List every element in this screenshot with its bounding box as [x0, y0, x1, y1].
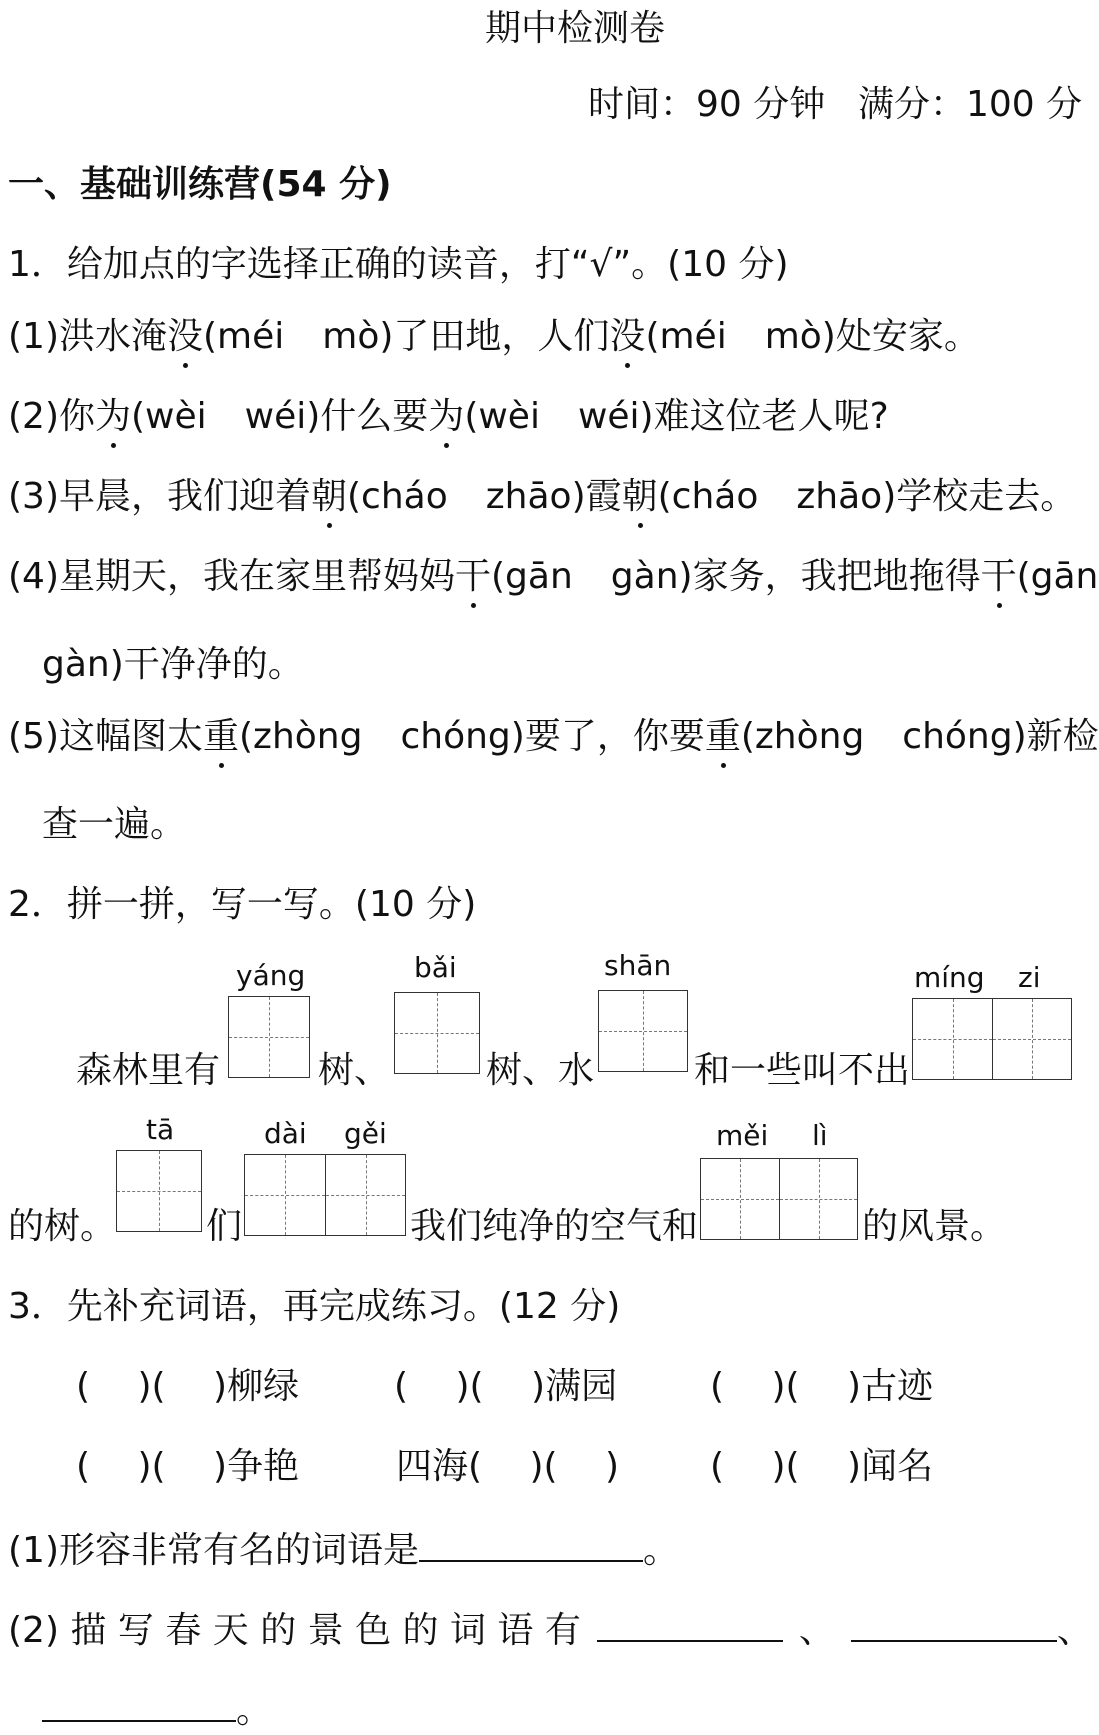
question-2-prompt: 2．拼一拼，写一写。(10 分) [8, 884, 477, 925]
pinyin-yang: yáng [236, 959, 306, 992]
pinyin-dai: dài [264, 1117, 307, 1150]
exam-score: 满分：100 分 [858, 84, 1083, 125]
q3-sub-2: (2) 描 写 春 天 的 景 色 的 词 语 有 、 、 [8, 1604, 1093, 1654]
q1-item-4: (4)星期天，我在家里帮妈妈干(gān gàn)家务，我把地拖得干(gān [8, 554, 1098, 600]
question-3-prompt: 3．先补充词语，再完成练习。(12 分) [8, 1286, 621, 1327]
write-box-bai[interactable] [394, 992, 480, 1074]
q2-line2-text-1: 的树。 [8, 1206, 117, 1247]
q1-item-1: (1)洪水淹没(méi mò)了田地，人们没(méi mò)处安家。 [8, 314, 980, 360]
write-box-ta[interactable] [116, 1150, 202, 1232]
question-1-prompt: 1．给加点的字选择正确的读音，打“√”。(10 分) [8, 244, 789, 285]
q2-line2-text-2: 们 [206, 1206, 243, 1247]
q1-item-2: (2)你为(wèi wéi)什么要为(wèi wéi)难这位老人呢? [8, 394, 889, 440]
q1-item-3: (3)早晨，我们迎着朝(cháo zhāo)霞朝(cháo zhāo)学校走去。 [8, 474, 1076, 520]
answer-blank-1[interactable] [419, 1524, 643, 1562]
write-box-mingzi[interactable] [912, 998, 1072, 1080]
answer-blank-2[interactable] [597, 1604, 783, 1642]
pinyin-li: lì [812, 1119, 828, 1152]
q3-sub-1: (1)形容非常有名的词语是 。 [8, 1524, 679, 1574]
pinyin-mei: měi [716, 1119, 769, 1152]
q1-item-5: (5)这幅图太重(zhòng chóng)要了，你要重(zhòng chóng)新检 [8, 714, 1099, 760]
q3-idiom-2: ( )( )满园 [394, 1366, 618, 1407]
pinyin-bai: bǎi [414, 951, 457, 984]
q3-idiom-3: ( )( )古迹 [710, 1366, 934, 1407]
q3-idiom-6: ( )( )闻名 [710, 1446, 934, 1487]
q1-item-4-cont: gàn)干净净的。 [42, 644, 304, 685]
write-box-meili[interactable] [700, 1158, 858, 1240]
write-box-yang[interactable] [228, 996, 310, 1078]
pinyin-shan: shān [604, 949, 672, 982]
q2-line1-text-2: 树、 [318, 1050, 391, 1091]
q2-line2-text-4: 的风景。 [862, 1206, 1007, 1247]
write-box-shan[interactable] [598, 990, 688, 1072]
pinyin-zi: zi [1018, 961, 1041, 994]
q3-idiom-4: ( )( )争艳 [76, 1446, 300, 1487]
q1-item-5-cont: 查一遍。 [42, 804, 187, 845]
answer-blank-4[interactable] [42, 1684, 236, 1722]
q3-idiom-5: 四海( )( ) [396, 1446, 620, 1487]
exam-time: 时间：90 分钟 [588, 84, 826, 125]
write-box-daigei[interactable] [244, 1154, 406, 1236]
pinyin-ta: tā [146, 1113, 175, 1146]
q2-line2-text-3: 我们纯净的空气和 [410, 1206, 699, 1247]
pinyin-ming: míng [914, 961, 985, 994]
pinyin-gei: gěi [344, 1117, 387, 1150]
q2-line1-text-3: 树、水 [486, 1050, 595, 1091]
page-title: 期中检测卷 [485, 8, 666, 49]
answer-blank-3[interactable] [851, 1604, 1057, 1642]
q2-line1-text-1: 森林里有 [76, 1050, 221, 1091]
q3-sub-2-cont: 。 [42, 1684, 272, 1734]
section-heading: 一、基础训练营(54 分) [8, 164, 392, 205]
q3-idiom-1: ( )( )柳绿 [76, 1366, 300, 1407]
q2-line1-text-4: 和一些叫不出 [694, 1050, 911, 1091]
